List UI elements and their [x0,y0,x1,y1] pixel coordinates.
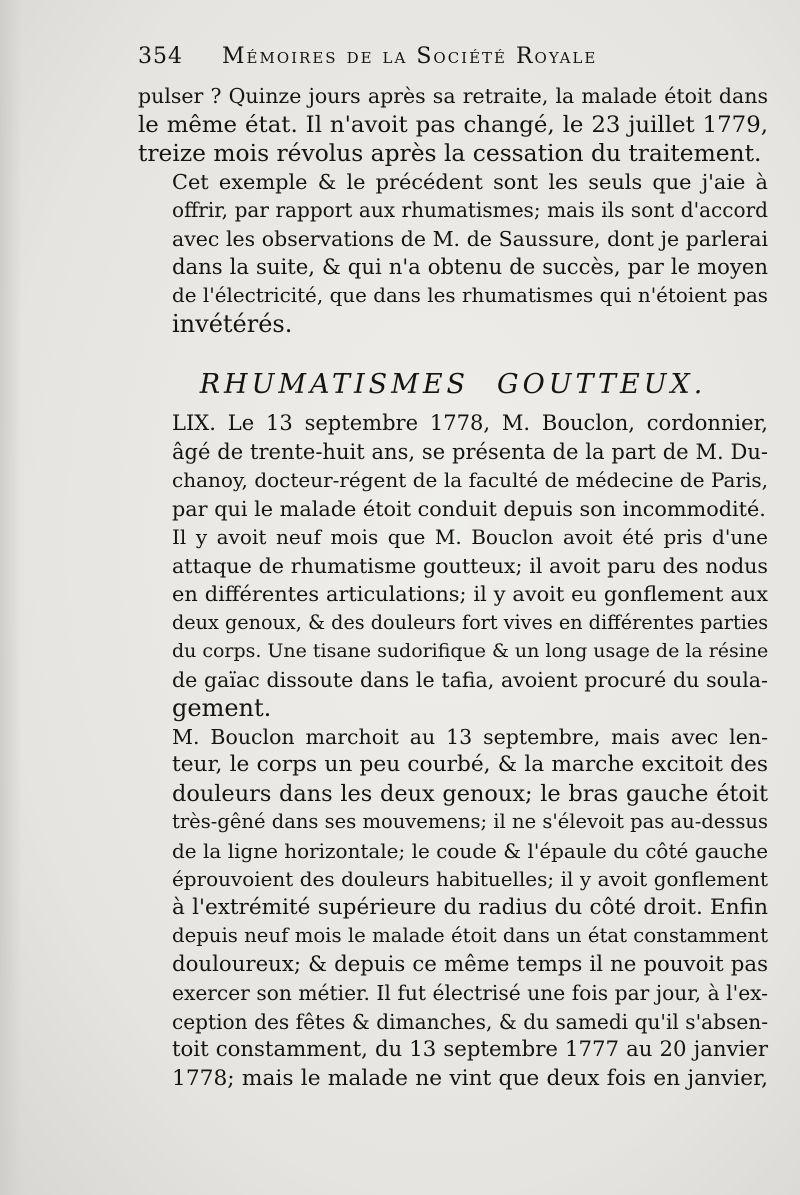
text-line: teur, le corps un peu courbé, & la marche excitoit des [172,752,768,777]
text-line: douloureux; & depuis ce même temps il ne pouvoit pas [172,951,768,977]
text-line: très-gêné dans ses mouvemens; il ne s'élevoit pas au-dessus [172,810,768,833]
text-line: attaque de rhumatisme goutteux; il avoit paru des nodus [172,553,768,578]
text-line: ception des fêtes & dimanches, & du samedi qu'il s'absen- [172,1009,768,1034]
page-number: 354 [138,44,183,69]
text-line: avec les observations de M. de Saussure, dont je parlerai [172,226,768,251]
text-line: de la ligne horizontale; le coude & l'épaule du côté gauche [172,838,768,863]
text-line: du corps. Une tisane sudorifique & un long usage de la résine [172,640,769,662]
text-line: depuis neuf mois le malade étoit dans un état constamment [172,924,768,947]
text-line: M. Bouclon marchoit au 13 septembre, mais avec len- [172,724,768,749]
text-line: Cet exemple & le précédent sont les seuls que j'aie à [172,169,768,194]
text-line: treize mois révolus après la cessation du traitement. [138,139,762,167]
running-head: Mémoires de la Société Royale [222,44,598,69]
text-line: pulser ? Quinze jours après sa retraite, la malade étoit dans [138,84,768,108]
body-text [138,82,768,1093]
heading-word: RHUMATISMES [199,368,470,400]
paragraph [138,723,768,1094]
text-line: toit constamment, du 13 septembre 1777 au 20 janvier [172,1037,768,1062]
text-line: éprouvoient des douleurs habituelles; il y avoit gonflement [172,867,768,891]
text-line: à l'extrémité supérieure du radius du côté droit. Enfin [172,894,768,920]
paragraph [138,409,768,523]
text-line: exercer son métier. Il fut électrisé une fois par jour, à l'ex- [172,981,768,1005]
text-line: douleurs dans les deux genoux; le bras gauche étoit [172,780,768,807]
text-line: deux genoux, & des douleurs fort vives en différentes parties [172,610,769,634]
text-line: 1778; mais le malade ne vint que deux fois en janvier, [172,1065,768,1091]
text-line: en différentes articulations; il y avoit eu gonflement aux [172,582,768,606]
heading-word: GOUTTEUX. [497,368,707,400]
text-line: gement. [172,694,272,722]
paragraph-continuation [138,82,768,168]
text-line: âgé de trente-huit ans, se présenta de la part de M. Du- [172,438,768,464]
text-line: chanoy, docteur-régent de la faculté de médecine de Paris, [172,468,768,492]
paragraph [138,523,768,723]
text-line: de l'électricité, que dans les rhumatismes qui n'étoient pas [172,283,768,307]
text-line: LIX. Le 13 septembre 1778, M. Bouclon, cordonnier, [172,410,768,435]
page-header [138,44,768,69]
section-heading [138,368,768,400]
text-line: invétérés. [172,310,293,338]
page-gutter-shadow [0,0,22,1195]
text-line: le même état. Il n'avoit pas changé, le 23 juillet 1779, [138,111,768,138]
paragraph [138,168,768,339]
text-line: de gaïac dissoute dans le tafia, avoient procuré du soula- [172,667,768,692]
text-line: par qui le malade étoit conduit depuis son incommodité. [172,496,766,521]
text-line: dans la suite, & qui n'a obtenu de succès, par le moyen [172,254,768,279]
text-line: offrir, par rapport aux rhumatismes; mais ils sont d'accord [172,198,768,222]
text-line: Il y avoit neuf mois que M. Bouclon avoit été pris d'une [172,525,768,549]
